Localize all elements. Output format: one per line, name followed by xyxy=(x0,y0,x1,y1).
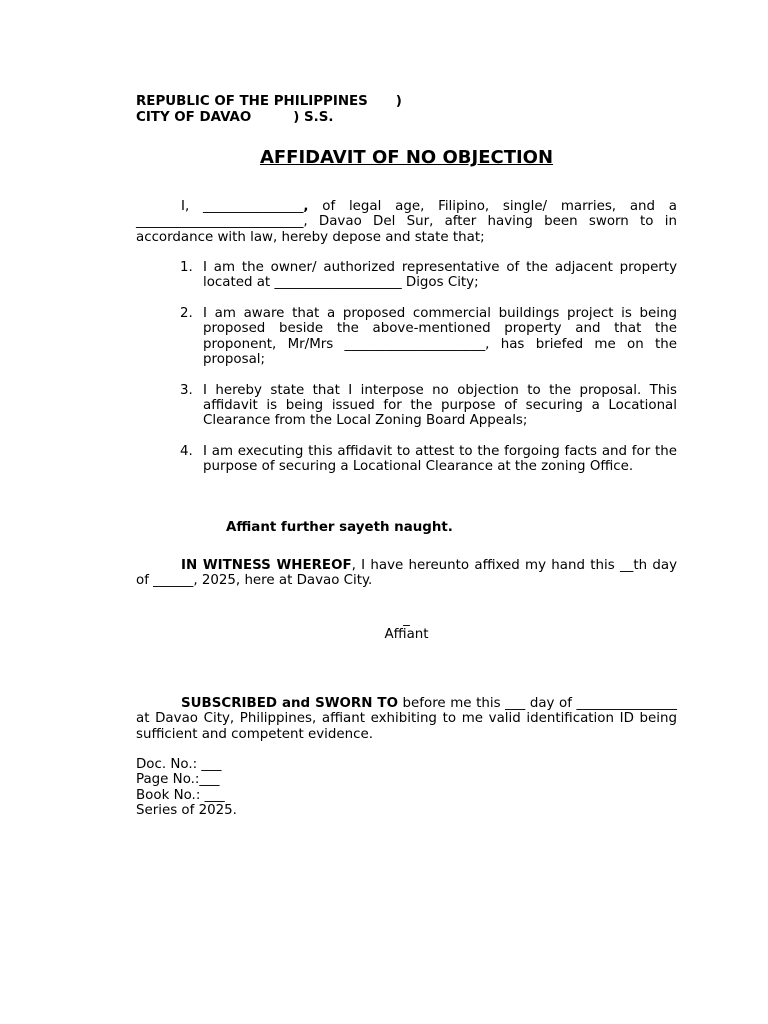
intro-start: I, _______________ xyxy=(181,199,304,214)
book-number: Book No.: ___ xyxy=(136,788,225,803)
list-item xyxy=(180,260,677,291)
witness-bold: IN WITNESS WHEREOF xyxy=(181,558,352,573)
intro-comma: , xyxy=(303,199,309,214)
subscribed-paragraph xyxy=(136,696,677,742)
list-item-number: 1. xyxy=(180,260,193,275)
list-item xyxy=(180,306,677,367)
header-republic: REPUBLIC OF THE PHILIPPINES ) xyxy=(136,94,402,109)
signature-line: _ xyxy=(403,612,410,627)
intro-rest: of legal age, Filipino, single/ marries, and a _________________________, Davao Del Sur, after having been sworn to in accordance with law, hereby depose and state that; xyxy=(136,199,677,245)
list-item-number: 3. xyxy=(180,382,193,398)
intro-paragraph xyxy=(136,199,677,245)
series-year: Series of 2025. xyxy=(136,803,237,818)
page-number: Page No.:___ xyxy=(136,772,220,787)
witness-paragraph xyxy=(136,558,677,589)
subscribed-rest: before me this ___ day of _______________ at Davao City, Philippines, affiant exhibiting to me valid identification ID being sufficient and competent evidence. xyxy=(136,696,677,742)
list-item-number: 4. xyxy=(180,444,193,460)
subscribed-bold: SUBSCRIBED and SWORN TO xyxy=(181,696,398,711)
list-item-text: I am executing this affidavit to attest to the forgoing facts and for the purpose of securing a Locational Clearance at the zoning Office. xyxy=(203,444,677,475)
list-item-text: I hereby state that I interpose no objection to the proposal. This affidavit is being issued for the purpose of securing a Locational Clearance from the Local Zoning Board Appeals; xyxy=(203,382,677,429)
statement-list xyxy=(180,260,677,490)
doc-number: Doc. No.: ___ xyxy=(136,757,222,772)
header-city: CITY OF DAVAO ) S.S. xyxy=(136,110,334,125)
list-item-text: I am the owner/ authorized representative of the adjacent property located at ___________________ Digos City; xyxy=(203,260,677,291)
list-item-text: I am aware that a proposed commercial buildings project is being proposed beside the above-mentioned property and that the proponent, Mr/Mrs _____________________, has briefed me on the proposal; xyxy=(203,306,677,367)
list-item-number: 2. xyxy=(180,306,193,322)
list-item xyxy=(180,444,677,475)
list-item xyxy=(180,383,677,429)
affiant-label: Affiant xyxy=(384,627,429,642)
sayeth-naught: Affiant further sayeth naught. xyxy=(226,520,453,535)
witness-rest: , I have hereunto affixed my hand this __th day of ______, 2025, here at Davao City. xyxy=(136,558,678,589)
document-title: AFFIDAVIT OF NO OBJECTION xyxy=(259,147,554,168)
